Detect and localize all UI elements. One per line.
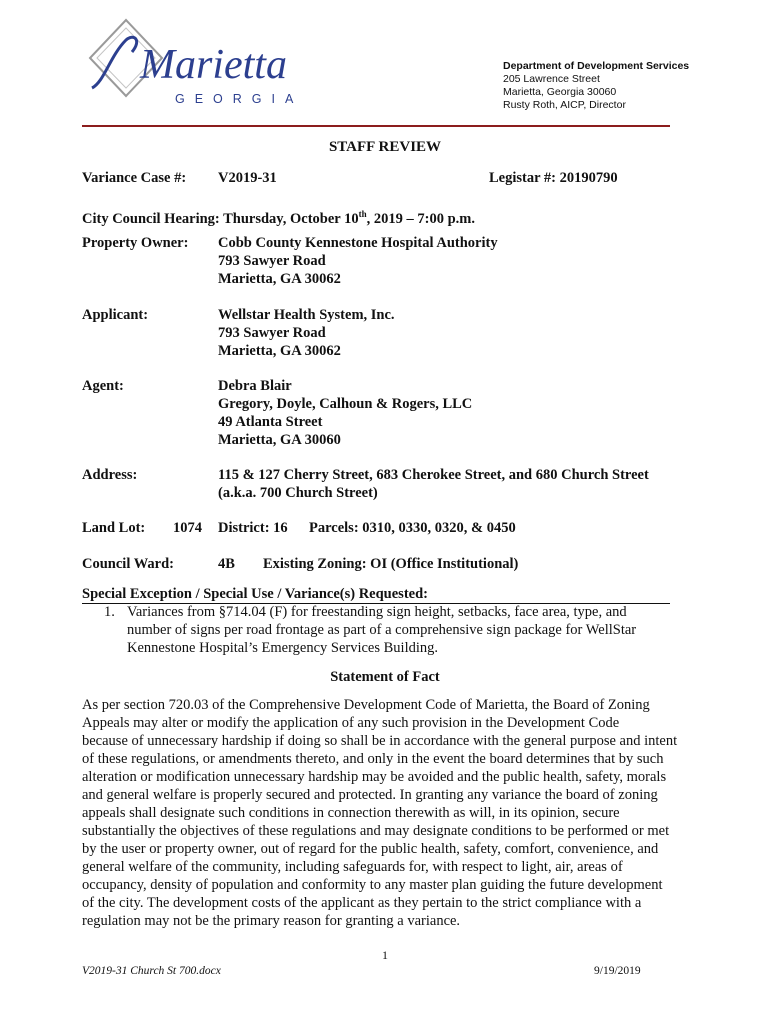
- special-heading-wrap: [82, 585, 670, 604]
- hearing-sup: th: [358, 209, 367, 219]
- address-block: [218, 466, 649, 502]
- department-name: Department of Development Services: [503, 60, 690, 72]
- statement-line: substantially the objectives of these regulations and may designate conditions to be performed or met: [82, 823, 670, 839]
- applicant-block: [218, 306, 395, 360]
- statement-line: Appeals may alter or modify the application of any such provision in the Development Code: [82, 715, 620, 731]
- case-label: Variance Case #:: [82, 170, 187, 186]
- header-rule: [82, 125, 670, 127]
- owner-block: [218, 234, 498, 288]
- department-director: Rusty Roth, AICP, Director: [503, 99, 626, 111]
- statement-line: of these regulations, or amendments thereto, and only in the event the board determines that by such: [82, 751, 664, 767]
- department-city: Marietta, Georgia 30060: [503, 86, 617, 98]
- special-item-text: [127, 603, 636, 657]
- owner-line: 793 Sawyer Road: [218, 253, 326, 269]
- statement-line: regulation may not be the primary reason for granting a variance.: [82, 913, 461, 929]
- page-number: 1: [382, 948, 388, 962]
- statement-line: by the user or property owner, out of regard for the public health, safety, comfort, convenience, and: [82, 841, 659, 857]
- statement-line: occupancy, density of population and conformity to any master plan guiding the future development: [82, 877, 663, 893]
- agent-line: 49 Atlanta Street: [218, 414, 323, 430]
- statement-line: and general welfare is properly secured and protected. In granting any variance the board of zoning: [82, 787, 658, 803]
- applicant-line: Wellstar Health System, Inc.: [218, 307, 395, 323]
- department-header: [503, 60, 689, 112]
- statement-line: As per section 720.03 of the Comprehensive Development Code of Marietta, the Board of Zoning: [82, 697, 650, 713]
- applicant-label: Applicant:: [82, 307, 149, 323]
- statement-line: because of unnecessary hardship if doing so shall be in accordance with the general purpose and intent: [82, 733, 678, 749]
- ward-label: Council Ward:: [82, 556, 174, 572]
- special-item-number: 1.: [104, 604, 115, 620]
- address-label: Address:: [82, 467, 138, 483]
- logo-state: GEORGIA: [175, 92, 304, 106]
- hearing-prefix: City Council Hearing: Thursday, October 10: [82, 210, 359, 227]
- statement-line: of the city. The development costs of the applicant as they pertain to the strict compliance with a: [82, 895, 642, 911]
- landlot-label: Land Lot:: [82, 520, 146, 536]
- landlot-value: 1074: [173, 520, 202, 536]
- hearing-line: [82, 205, 475, 228]
- hearing-suffix: , 2019 – 7:00 p.m.: [366, 210, 475, 227]
- address-line: (a.k.a. 700 Church Street): [218, 485, 378, 501]
- legistar-number: Legistar #: 20190790: [489, 170, 618, 186]
- footer-date: 9/19/2019: [594, 965, 641, 977]
- agent-label: Agent:: [82, 378, 124, 394]
- address-line: 115 & 127 Cherry Street, 683 Cherokee Street, and 680 Church Street: [218, 467, 649, 483]
- applicant-line: 793 Sawyer Road: [218, 325, 326, 341]
- footer-filename: V2019-31 Church St 700.docx: [82, 965, 221, 977]
- agent-line: Debra Blair: [218, 378, 292, 394]
- district: District: 16: [218, 520, 288, 536]
- agent-line: Marietta, GA 30060: [218, 432, 341, 448]
- owner-label: Property Owner:: [82, 235, 189, 251]
- special-item-line: number of signs per road frontage as part of a comprehensive sign package for WellStar: [127, 622, 637, 638]
- special-item-line: Kennestone Hospital’s Emergency Services Building.: [127, 640, 439, 656]
- ward-value: 4B: [218, 556, 235, 572]
- case-value: V2019-31: [218, 170, 277, 186]
- agent-block: [218, 377, 472, 449]
- statement-heading: Statement of Fact: [330, 669, 440, 685]
- statement-line: appeals shall designate such conditions in connection therewith as will, in its opinion, secure: [82, 805, 620, 821]
- page-title: STAFF REVIEW: [328, 139, 442, 155]
- special-item-line: Variances from §714.04 (F) for freestanding sign height, setbacks, face area, type, and: [127, 604, 627, 620]
- owner-line: Marietta, GA 30062: [218, 271, 341, 287]
- department-street: 205 Lawrence Street: [503, 73, 600, 85]
- special-heading: Special Exception / Special Use / Variance(s) Requested:: [82, 585, 670, 604]
- statement-paragraph: [82, 696, 690, 930]
- logo-wordmark: Marietta: [140, 42, 287, 88]
- applicant-line: Marietta, GA 30062: [218, 343, 341, 359]
- owner-line: Cobb County Kennestone Hospital Authority: [218, 235, 498, 251]
- existing-zoning: Existing Zoning: OI (Office Institutional): [263, 556, 519, 572]
- agent-line: Gregory, Doyle, Calhoun & Rogers, LLC: [218, 396, 473, 412]
- statement-line: general welfare of the community, including safeguards for, with respect to light, air, areas of: [82, 859, 623, 875]
- parcels: Parcels: 0310, 0330, 0320, & 0450: [309, 520, 516, 536]
- statement-line: alteration or modification unnecessary hardship may be avoided and the public health, safety, morals: [82, 769, 667, 785]
